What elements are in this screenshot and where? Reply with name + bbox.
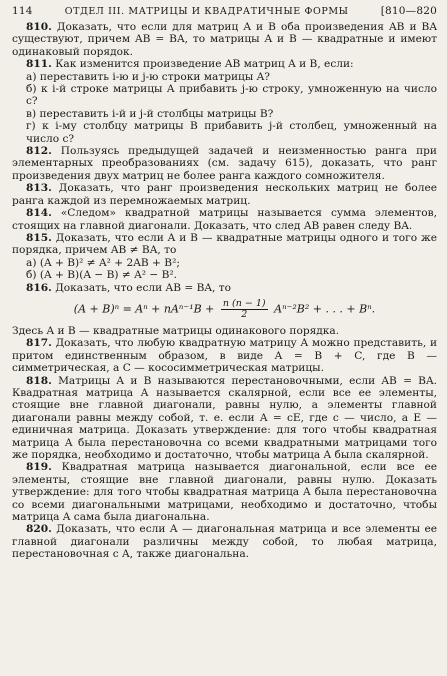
problem-815-item-a: а) (A + B)² ≠ A² + 2AB + B²;: [26, 256, 180, 269]
problem-text: «Следом» квадратной матрицы называется сумма элементов, стоящих на главной диагонали. Доказать, что след AB равен следу BA.: [12, 207, 438, 232]
problem-text: Квадратная матрица называется диагональной, если все ее элементы, стоящие вне главной диагонали, равны нулю. Доказать утверждение: для того чтобы квадратная матрица A была перестановочна со всеми диагональными матрицами, необходимо и достаточно, чтобы матрица A сама была диагональна.: [12, 461, 437, 524]
page-header: [12, 5, 437, 18]
problem-819: [12, 461, 437, 523]
problem-812: [12, 145, 437, 182]
formula-fraction: [221, 299, 268, 320]
fraction-numerator: n (n − 1): [222, 297, 266, 309]
problem-820: [12, 523, 437, 560]
problem-816-note: Здесь A и B — квадратные матрицы одинакового порядка.: [12, 324, 340, 337]
problem-811-item-b: б) к i-й строке матрицы A прибавить j-ю строку, умноженную на число c?: [26, 83, 437, 108]
problem-811-item-c: в) переставить i-й и j-й столбцы матрицы B?: [26, 107, 274, 120]
problem-816: [12, 282, 437, 294]
problem-text: Доказать, что если A — диагональная матрица и все элементы ее главной диагонали различны между собой, то любая матрица, перестановочная с A, также диагональна.: [12, 523, 437, 561]
page-content: [12, 21, 437, 561]
problem-813: [12, 182, 437, 207]
problem-text: Как изменится произведение AB матриц A и B, если:: [55, 58, 354, 71]
problem-text: Матрицы A и B называются перестановочными, если AB = BA. Квадратная матрица A называется скалярной, если все ее элементы, стоящие вне главной диагонали, равны нулю, а элементы главной диагонали равны между собой, т. е. если A = cE, где c — число, а E — единичная матрица. Доказать утверждение: для того чтобы квадратная матрица A была перестановочна со всеми квадратными матрицами того же порядка, необходимо и достаточно, чтобы матрица A была скалярной.: [12, 374, 437, 461]
problem-811-item-a: а) переставить i-ю и j-ю строки матрицы A?: [26, 70, 270, 83]
problem-number: 820.: [26, 523, 52, 536]
problem-810: [12, 21, 437, 58]
problem-number: 818.: [26, 374, 52, 387]
problem-text: Доказать, что ранг произведения нескольких матриц не более ранга каждой из перемножаемых матриц.: [12, 182, 437, 207]
problem-text: Доказать, что если AB = BA, то: [55, 281, 231, 294]
problem-number: 812.: [26, 145, 52, 158]
problem-text: Доказать, что если A и B — квадратные матрицы одного и того же порядка, причем AB ≠ BA, то: [12, 231, 437, 257]
problem-number: 817.: [26, 337, 52, 350]
problem-number: 819.: [26, 461, 52, 474]
problem-number: 810.: [26, 21, 52, 33]
problem-text: Доказать, что любую квадратную матрицу A можно представить, и притом единственным образом, в виде A = B + C, где B — симметрическая, а C — кососимметрическая матрицы.: [12, 337, 438, 375]
problem-number: 816.: [26, 281, 52, 294]
problem-number: 815.: [26, 231, 52, 244]
problem-range: [810—820: [380, 5, 437, 17]
problem-811-item-d: г) к i-му столбцу матрицы B прибавить j-й столбец, умноженный на число c?: [26, 120, 437, 145]
binomial-formula: [12, 299, 437, 320]
problem-815: [12, 232, 437, 257]
problem-number: 811.: [26, 58, 52, 71]
problem-text: Доказать, что если для матриц A и B оба произведения AB и BA существуют, причем AB = BA, то матрицы A и B — квадратные и имеют одинаковый порядок.: [12, 21, 437, 58]
problem-text: Пользуясь предыдущей задачей и неизменностью ранга при элементарных преобразованиях (см. задачу 615), доказать, что ранг произведения двух матриц не более ранга каждого сомножителя.: [12, 145, 437, 182]
problem-number: 813.: [26, 182, 52, 195]
problem-814: [12, 207, 437, 232]
problem-817: [12, 337, 437, 374]
formula-right: Aⁿ⁻²B² + . . . + Bⁿ.: [274, 302, 376, 316]
section-title: ОТДЕЛ III. МАТРИЦЫ И КВАДРАТИЧНЫЕ ФОРМЫ: [64, 6, 349, 17]
problem-818: [12, 375, 437, 462]
problem-number: 814.: [26, 207, 52, 220]
problem-811: [12, 58, 437, 70]
page-number: 114: [12, 5, 33, 17]
fraction-denominator: 2: [241, 308, 248, 320]
formula-left: (A + B)ⁿ = Aⁿ + nAⁿ⁻¹B +: [73, 302, 215, 316]
problem-815-item-b: б) (A + B)(A − B) ≠ A² − B².: [26, 269, 178, 282]
